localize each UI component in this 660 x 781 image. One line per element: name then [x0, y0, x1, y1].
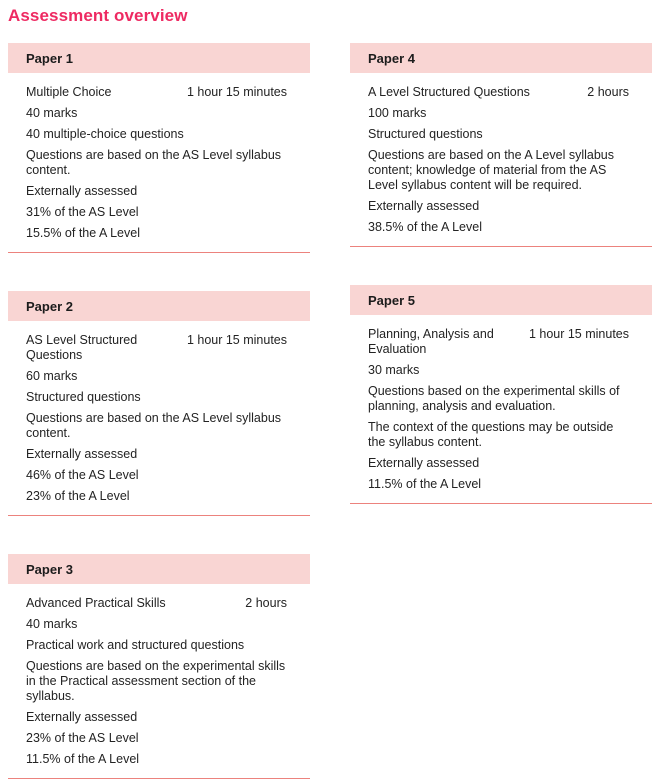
- paper-detail-line: Practical work and structured questions: [26, 638, 245, 652]
- paper-duration: 1 hour 15 minutes: [186, 85, 287, 99]
- paper-3-body: [8, 584, 310, 778]
- paper-detail-line: 15.5% of the A Level: [26, 226, 140, 240]
- paper-component-name: Advanced Practical Skills: [26, 596, 166, 610]
- paper-4-title: Paper 4: [368, 50, 415, 66]
- paper-2-title: Paper 2: [26, 298, 73, 314]
- paper-detail-line: Structured questions: [368, 127, 483, 141]
- paper-4-body: [350, 73, 652, 246]
- page-title: Assessment overview: [8, 6, 188, 25]
- paper-detail-line: 100 marks: [368, 106, 427, 120]
- paper-duration: 1 hour 15 minutes: [528, 327, 629, 341]
- right-column: [350, 43, 652, 779]
- paper-3-title: Paper 3: [26, 561, 73, 577]
- card-divider: [8, 778, 310, 779]
- paper-component-name: A Level Structured Questions: [368, 85, 530, 99]
- paper-duration: 1 hour 15 minutes: [186, 333, 287, 347]
- paper-detail-line: 46% of the AS Level: [26, 468, 139, 482]
- paper-detail-line: The context of the questions may be outside the syllabus content.: [368, 420, 614, 449]
- paper-component-name: Multiple Choice: [26, 85, 112, 99]
- paper-detail-line: 60 marks: [26, 369, 78, 383]
- paper-detail-line: 11.5% of the A Level: [368, 477, 482, 491]
- paper-5-component-row: [368, 327, 629, 357]
- paper-duration: 2 hours: [245, 596, 287, 610]
- paper-detail-line: 11.5% of the A Level: [26, 752, 140, 766]
- card-divider: [350, 503, 652, 504]
- left-column: [8, 43, 310, 779]
- paper-1-body: [8, 73, 310, 252]
- card-divider: [8, 515, 310, 516]
- paper-detail-line: Externally assessed: [368, 199, 480, 213]
- paper-1-header: [8, 43, 310, 73]
- paper-detail-line: 40 marks: [26, 106, 78, 120]
- paper-detail-line: 40 marks: [26, 617, 78, 631]
- paper-columns: [8, 43, 652, 779]
- paper-component-name: AS Level Structured Questions: [26, 333, 138, 362]
- paper-5-body: [350, 315, 652, 503]
- paper-detail-line: Externally assessed: [26, 710, 138, 724]
- paper-detail-line: Externally assessed: [26, 447, 138, 461]
- paper-detail-line: Questions are based on the AS Level syllabus content.: [26, 411, 282, 440]
- paper-detail-line: 38.5% of the A Level: [368, 220, 482, 234]
- paper-detail-line: Externally assessed: [368, 456, 480, 470]
- paper-component-name: Planning, Analysis and Evaluation: [368, 327, 494, 356]
- paper-detail-line: Questions are based on the A Level syllabus content; knowledge of material from the AS Level syllabus content will be required.: [368, 148, 614, 192]
- paper-card-2: [8, 291, 310, 516]
- paper-detail-line: 23% of the AS Level: [26, 731, 139, 745]
- card-divider: [8, 252, 310, 253]
- paper-1-title: Paper 1: [26, 50, 73, 66]
- paper-3-component-row: [26, 596, 287, 611]
- paper-2-body: [8, 321, 310, 515]
- paper-detail-line: Questions based on the experimental skills of planning, analysis and evaluation.: [368, 384, 620, 413]
- paper-5-title: Paper 5: [368, 292, 415, 308]
- paper-duration: 2 hours: [587, 85, 629, 99]
- paper-detail-line: Questions are based on the AS Level syllabus content.: [26, 148, 282, 177]
- card-divider: [350, 246, 652, 247]
- paper-detail-line: 30 marks: [368, 363, 420, 377]
- paper-2-header: [8, 291, 310, 321]
- paper-3-header: [8, 554, 310, 584]
- paper-card-5: [350, 285, 652, 504]
- paper-detail-line: Externally assessed: [26, 184, 138, 198]
- paper-card-3: [8, 554, 310, 779]
- paper-4-header: [350, 43, 652, 73]
- paper-detail-line: Structured questions: [26, 390, 141, 404]
- paper-detail-line: 31% of the AS Level: [26, 205, 139, 219]
- paper-detail-line: 40 multiple-choice questions: [26, 127, 184, 141]
- paper-5-header: [350, 285, 652, 315]
- paper-4-component-row: [368, 85, 629, 100]
- paper-detail-line: Questions are based on the experimental skills in the Practical assessment section of the syllabus.: [26, 659, 286, 703]
- paper-card-4: [350, 43, 652, 247]
- paper-detail-line: 23% of the A Level: [26, 489, 130, 503]
- paper-1-component-row: [26, 85, 287, 100]
- paper-card-1: [8, 43, 310, 253]
- paper-2-component-row: [26, 333, 287, 363]
